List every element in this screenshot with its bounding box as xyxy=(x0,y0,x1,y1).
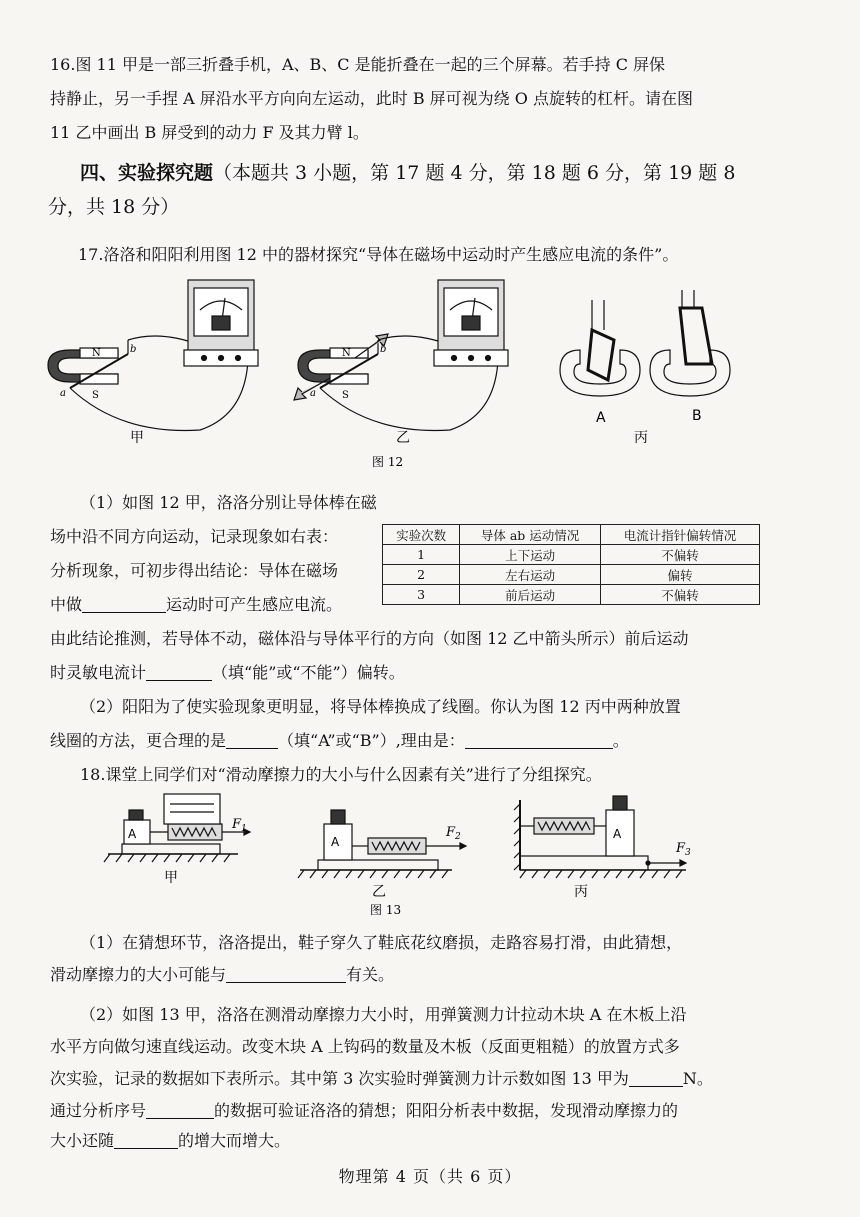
figure-13-caption: 图 13 xyxy=(370,903,402,917)
q17-p2-line2b: （填“A”或“B”）,理由是： xyxy=(278,731,465,750)
page-footer: 物理第 4 页（共 6 页） xyxy=(338,1167,522,1186)
q17-p1-line4b: 运动时可产生感应电流。 xyxy=(166,595,343,614)
q18-p2-line1: （2）如图 13 甲，洛洛在测滑动摩擦力大小时，用弹簧测力计拉动木块 A 在木板上沿 xyxy=(80,1005,687,1024)
figure-13-jia xyxy=(104,794,250,862)
q18-p2-line3a: 次实验，记录的数据如下表所示。其中第 3 次实验时弹簧测力计示数如图 13 甲为 xyxy=(50,1069,629,1088)
q17-p1-line3: 分析现象，可初步得出结论：导体在磁场 xyxy=(50,561,339,580)
q18-p2-line2: 水平方向做匀速直线运动。改变木块 A 上钩码的数量及木板（反面更粗糙）的放置方式多 xyxy=(50,1037,680,1056)
q17-p2-line1: （2）阳阳为了使实验现象更明显，将导体棒换成了线圈。你认为图 12 丙中两种放置 xyxy=(80,697,681,716)
q17-p1-line5: 由此结论推测，若导体不动，磁体沿与导体平行的方向（如图 12 乙中箭头所示）前后运动 xyxy=(50,629,689,648)
q17-table xyxy=(382,524,760,605)
table-header: 导体 ab 运动情况 xyxy=(460,525,601,545)
q18-p2-line3b: N。 xyxy=(682,1069,713,1088)
force-f3-symbol: F xyxy=(676,841,686,856)
q18-intro: 18.课堂上同学们对“滑动摩擦力的大小与什么因素有关”进行了分组探究。 xyxy=(80,765,602,784)
q18-blank-1[interactable] xyxy=(226,964,346,983)
q17-p1-line4a: 中做 xyxy=(50,595,83,614)
section4-desc-line2: 分，共 18 分） xyxy=(48,196,180,218)
table-header-row xyxy=(383,525,760,545)
figure-13 xyxy=(0,790,860,930)
table-cell: 不偏转 xyxy=(600,545,759,565)
label-coil-a: A xyxy=(596,410,606,426)
figure-12-bing xyxy=(560,290,730,396)
q17-p1-line2: 场中沿不同方向运动，记录现象如右表： xyxy=(50,527,339,546)
label-n-jia: N xyxy=(92,348,101,359)
q17-intro: 17.洛洛和阳阳利用图 12 中的器材探究“导体在磁场中运动时产生感应电流的条件”。 xyxy=(78,245,679,264)
table-cell: 1 xyxy=(383,545,460,565)
q18-p2-line3 xyxy=(50,1062,840,1096)
figure-12-jia xyxy=(48,280,258,430)
q18-p1-line2b: 有关。 xyxy=(346,965,395,984)
q18-p2-line4a: 通过分析序号 xyxy=(50,1101,147,1120)
force-f2-subscript: 2 xyxy=(455,832,461,842)
caption-13-jia: 甲 xyxy=(164,870,178,886)
caption-jia: 甲 xyxy=(130,430,144,446)
q17-p2-line2c: 。 xyxy=(612,731,629,750)
q18-p2-line5 xyxy=(50,1124,450,1158)
force-f3-subscript: 3 xyxy=(685,848,691,858)
table-row xyxy=(383,565,760,585)
table-header: 实验次数 xyxy=(383,525,460,545)
caption-13-bing: 丙 xyxy=(574,884,588,900)
q17-p1-line4 xyxy=(50,588,390,622)
table-cell: 不偏转 xyxy=(600,585,759,605)
q16-line3: 11 乙中画出 B 屏受到的动力 F 及其力臂 l。 xyxy=(50,123,369,142)
label-a-jia: a xyxy=(60,388,66,399)
label-n-yi: N xyxy=(342,348,351,359)
force-f2-symbol: F xyxy=(446,825,456,840)
table-cell: 偏转 xyxy=(600,565,759,585)
section4-heading xyxy=(80,156,820,191)
q18-p2-line5b: 的增大而增大。 xyxy=(178,1131,291,1150)
figure-12 xyxy=(0,270,860,470)
caption-yi: 乙 xyxy=(396,430,410,446)
q18-p1-line2 xyxy=(50,958,810,992)
force-f3 xyxy=(675,841,691,858)
label-a-yi: a xyxy=(310,388,316,399)
table-row xyxy=(383,545,760,565)
q18-p2-line4b: 的数据可验证洛洛的猜想；阳阳分析表中数据，发现滑动摩擦力的 xyxy=(214,1101,679,1120)
caption-13-yi: 乙 xyxy=(372,884,386,900)
q17-blank-1[interactable] xyxy=(82,594,166,613)
table-cell: 3 xyxy=(383,585,460,605)
q16-line1: 16.图 11 甲是一部三折叠手机，A、B、C 是能折叠在一起的三个屏幕。若手持 C 屏保 xyxy=(50,55,666,74)
label-s-yi: S xyxy=(342,390,349,401)
q17-p2-line2a: 线圈的方法，更合理的是 xyxy=(50,731,227,750)
q16-line2: 持静止，另一手捏 A 屏沿水平方向向左运动，此时 B 屏可视为绕 O 点旋转的杠杆。请在图 xyxy=(50,89,693,108)
caption-bing: 丙 xyxy=(634,430,648,446)
table-cell: 左右运动 xyxy=(460,565,601,585)
q17-blank-2[interactable] xyxy=(146,662,212,681)
q17-blank-4[interactable] xyxy=(465,730,613,749)
q18-blank-4[interactable] xyxy=(114,1130,178,1149)
force-f1-subscript: 1 xyxy=(241,824,247,834)
block-a-jia: A xyxy=(128,827,137,841)
table-cell: 前后运动 xyxy=(460,585,601,605)
table-cell: 2 xyxy=(383,565,460,585)
figure-13-yi xyxy=(298,810,466,878)
section4-title: 四、实验探究题 xyxy=(80,162,214,184)
table-cell: 上下运动 xyxy=(460,545,601,565)
block-a-bing: A xyxy=(613,827,622,841)
figure-13-bing xyxy=(514,796,686,878)
q18-p2-line4 xyxy=(50,1094,840,1128)
q18-blank-2[interactable] xyxy=(629,1068,683,1087)
q17-p1-line1: （1）如图 12 甲，洛洛分别让导体棒在磁 xyxy=(80,493,377,512)
q17-blank-3[interactable] xyxy=(226,730,278,749)
q18-blank-3[interactable] xyxy=(146,1100,214,1119)
label-b-jia: b xyxy=(130,344,137,355)
label-b-yi: b xyxy=(380,344,387,355)
figure-12-yi xyxy=(294,280,508,430)
force-f1-symbol: F xyxy=(232,817,242,832)
label-s-jia: S xyxy=(92,390,99,401)
force-f2 xyxy=(445,825,461,842)
q17-p2-line2 xyxy=(50,724,810,758)
table-row xyxy=(383,585,760,605)
figure-12-caption: 图 12 xyxy=(372,455,404,469)
table-header: 电流计指针偏转情况 xyxy=(600,525,759,545)
q18-p1-line1: （1）在猜想环节，洛洛提出，鞋子穿久了鞋底花纹磨损，走路容易打滑，由此猜想， xyxy=(80,933,683,952)
q17-p1-line6b: （填“能”或“不能”）偏转。 xyxy=(212,663,405,682)
section4-desc-line1: （本题共 3 小题，第 17 题 4 分，第 18 题 6 分，第 19 题 8 xyxy=(213,162,736,184)
q17-p1-line6a: 时灵敏电流计 xyxy=(50,663,147,682)
label-coil-b: B xyxy=(692,408,702,424)
q17-p1-line6 xyxy=(50,656,810,690)
block-a-yi: A xyxy=(331,835,340,849)
q18-p1-line2a: 滑动摩擦力的大小可能与 xyxy=(50,965,227,984)
force-f1 xyxy=(231,817,247,834)
q18-p2-line5a: 大小还随 xyxy=(50,1131,115,1150)
